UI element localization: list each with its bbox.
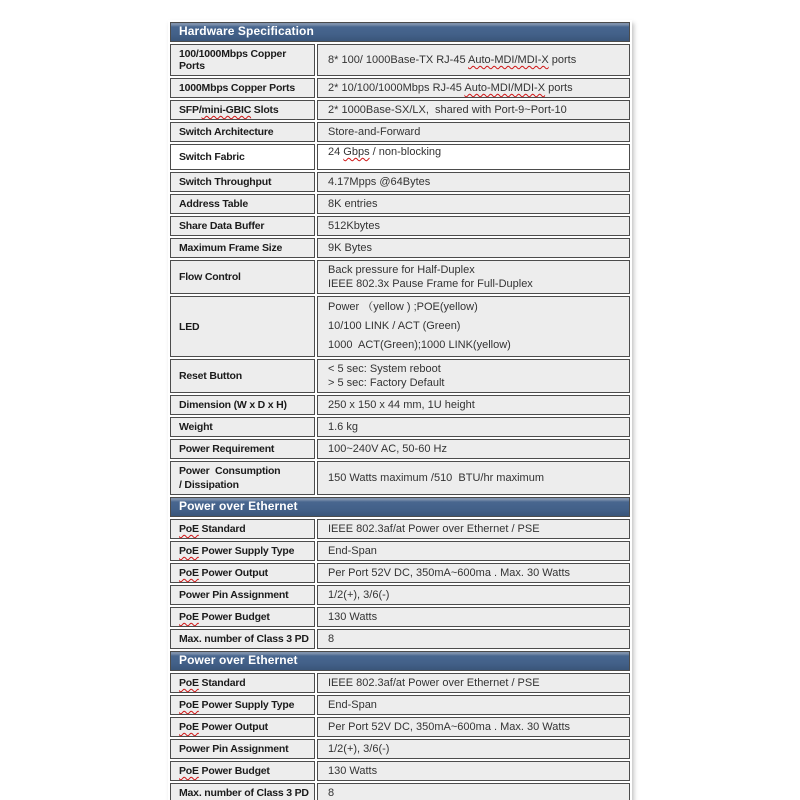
section-header-row bbox=[170, 22, 630, 42]
cell-text: 1000Mbps Copper Ports bbox=[179, 82, 295, 94]
cell-line bbox=[328, 523, 623, 535]
cell-text: 8* 100/ 1000Base-TX RJ-45 Auto-MDI/MDI-X ports bbox=[328, 54, 577, 66]
spec-label bbox=[170, 238, 315, 258]
spec-value bbox=[317, 296, 630, 357]
spec-value bbox=[317, 519, 630, 539]
spec-row bbox=[170, 585, 630, 605]
cell-text: 9K Bytes bbox=[328, 242, 373, 254]
cell-text: < 5 sec: System reboot bbox=[328, 363, 441, 375]
cell-line bbox=[328, 443, 623, 455]
section-header-1: Power over Ethernet bbox=[170, 497, 630, 517]
spec-row bbox=[170, 739, 630, 759]
cell-text: 8K entries bbox=[328, 198, 378, 210]
spec-row bbox=[170, 122, 630, 142]
cell-text: IEEE 802.3af/at Power over Ethernet / PSE bbox=[328, 677, 540, 689]
cell-text: Power Pin Assignment bbox=[179, 589, 289, 601]
cell-text: / Dissipation bbox=[179, 479, 239, 491]
cell-line bbox=[328, 633, 623, 645]
section-header-row bbox=[170, 497, 630, 517]
cell-line bbox=[328, 611, 623, 623]
spec-value bbox=[317, 563, 630, 583]
spec-row bbox=[170, 172, 630, 192]
spellcheck-underlined-text: Auto-MDI/MDI-X bbox=[468, 54, 549, 66]
spec-row bbox=[170, 359, 630, 393]
spec-label bbox=[170, 44, 315, 76]
cell-text: 2* 1000Base-SX/LX, shared with Port-9~Port-10 bbox=[328, 104, 567, 116]
spec-label bbox=[170, 673, 315, 693]
cell-text: PoE Power Supply Type bbox=[179, 545, 295, 557]
section-header-0: Hardware Specification bbox=[170, 22, 630, 42]
cell-text: Power （yellow ) ;POE(yellow) bbox=[328, 301, 478, 313]
cell-text: Reset Button bbox=[179, 370, 242, 382]
cell-line bbox=[328, 298, 623, 317]
spec-label bbox=[170, 519, 315, 539]
spec-label bbox=[170, 296, 315, 357]
cell-line bbox=[328, 677, 623, 689]
cell-line bbox=[179, 478, 310, 492]
cell-line bbox=[328, 263, 623, 277]
cell-text: 150 Watts maximum /510 BTU/hr maximum bbox=[328, 472, 544, 484]
cell-text: IEEE 802.3af/at Power over Ethernet / PSE bbox=[328, 523, 540, 535]
spec-table-container bbox=[168, 20, 632, 800]
spellcheck-underlined-text: PoE bbox=[179, 611, 199, 623]
spec-row bbox=[170, 461, 630, 495]
cell-line bbox=[328, 54, 623, 66]
spec-label bbox=[170, 100, 315, 120]
spec-label bbox=[170, 194, 315, 214]
spec-row bbox=[170, 100, 630, 120]
spec-label bbox=[170, 739, 315, 759]
spec-row bbox=[170, 439, 630, 459]
cell-line bbox=[328, 399, 623, 411]
cell-text: 4.17Mpps @64Bytes bbox=[328, 176, 431, 188]
cell-text: PoE Standard bbox=[179, 677, 246, 689]
cell-text: Switch Throughput bbox=[179, 176, 272, 188]
cell-text: Store-and-Forward bbox=[328, 126, 421, 138]
spec-value bbox=[317, 216, 630, 236]
cell-text: PoE Power Budget bbox=[179, 611, 270, 623]
spec-label bbox=[170, 216, 315, 236]
cell-line bbox=[328, 126, 623, 138]
cell-text: Switch Architecture bbox=[179, 126, 274, 138]
spec-row bbox=[170, 607, 630, 627]
spec-table bbox=[168, 20, 632, 800]
cell-text: 8 bbox=[328, 787, 335, 799]
cell-text: Power Consumption bbox=[179, 465, 281, 477]
cell-text: 8 bbox=[328, 633, 335, 645]
spellcheck-underlined-text: Gbps bbox=[343, 146, 370, 158]
spec-value bbox=[317, 461, 630, 495]
spec-value bbox=[317, 739, 630, 759]
spec-value bbox=[317, 172, 630, 192]
cell-text: 512Kbytes bbox=[328, 220, 380, 232]
spec-label bbox=[170, 717, 315, 737]
cell-line bbox=[328, 176, 623, 188]
spec-label bbox=[170, 761, 315, 781]
cell-line bbox=[328, 721, 623, 733]
spec-row bbox=[170, 519, 630, 539]
cell-line bbox=[328, 545, 623, 557]
spec-value bbox=[317, 717, 630, 737]
spec-row bbox=[170, 238, 630, 258]
cell-text: 100/1000Mbps Copper Ports bbox=[179, 48, 289, 72]
cell-text: PoE Power Supply Type bbox=[179, 699, 295, 711]
cell-text: Back pressure for Half-Duplex bbox=[328, 264, 475, 276]
spec-table-body bbox=[170, 22, 630, 800]
spec-value bbox=[317, 585, 630, 605]
spec-value bbox=[317, 395, 630, 415]
spec-label bbox=[170, 172, 315, 192]
cell-line bbox=[328, 421, 623, 433]
spec-row bbox=[170, 761, 630, 781]
cell-text: SFP/mini-GBIC Slots bbox=[179, 104, 279, 116]
cell-text: Weight bbox=[179, 421, 213, 433]
spec-label bbox=[170, 439, 315, 459]
spec-value bbox=[317, 417, 630, 437]
cell-text: Flow Control bbox=[179, 271, 241, 283]
spec-label bbox=[170, 395, 315, 415]
spellcheck-underlined-text: PoE bbox=[179, 721, 199, 733]
spellcheck-underlined-text: PoE bbox=[179, 765, 199, 777]
cell-text: 130 Watts bbox=[328, 765, 378, 777]
spec-row bbox=[170, 695, 630, 715]
cell-text: 250 x 150 x 44 mm, 1U height bbox=[328, 399, 475, 411]
spec-value bbox=[317, 673, 630, 693]
cell-line bbox=[328, 765, 623, 777]
cell-text: 1.6 kg bbox=[328, 421, 358, 433]
spellcheck-underlined-text: PoE bbox=[179, 545, 199, 557]
spellcheck-underlined-text: PoE bbox=[179, 567, 199, 579]
cell-text: 2* 10/100/1000Mbps RJ-45 Auto-MDI/MDI-X ports bbox=[328, 82, 573, 94]
spec-label bbox=[170, 144, 315, 170]
cell-line bbox=[328, 104, 623, 116]
cell-text: Share Data Buffer bbox=[179, 220, 265, 232]
spec-label bbox=[170, 122, 315, 142]
cell-text: IEEE 802.3x Pause Frame for Full-Duplex bbox=[328, 278, 533, 290]
cell-line bbox=[328, 362, 623, 376]
spec-row bbox=[170, 216, 630, 236]
cell-line bbox=[328, 198, 623, 210]
spec-value bbox=[317, 783, 630, 800]
cell-text: Dimension (W x D x H) bbox=[179, 399, 287, 411]
cell-line bbox=[328, 220, 623, 232]
cell-text: PoE Power Output bbox=[179, 721, 268, 733]
cell-line bbox=[328, 145, 623, 159]
spec-row bbox=[170, 417, 630, 437]
cell-text: End-Span bbox=[328, 699, 377, 711]
spec-row bbox=[170, 260, 630, 294]
spec-label bbox=[170, 783, 315, 800]
spec-label bbox=[170, 417, 315, 437]
spec-row bbox=[170, 44, 630, 76]
spec-label bbox=[170, 541, 315, 561]
cell-line bbox=[328, 82, 623, 94]
spec-label bbox=[170, 78, 315, 98]
cell-text: 100~240V AC, 50-60 Hz bbox=[328, 443, 447, 455]
spec-value bbox=[317, 100, 630, 120]
spec-row bbox=[170, 395, 630, 415]
spec-row bbox=[170, 541, 630, 561]
cell-text: PoE Standard bbox=[179, 523, 246, 535]
spellcheck-underlined-text: Auto-MDI/MDI-X bbox=[464, 82, 546, 94]
spec-row bbox=[170, 717, 630, 737]
cell-text: 1000 ACT(Green);1000 LINK(yellow) bbox=[328, 339, 511, 351]
cell-text: End-Span bbox=[328, 545, 377, 557]
spellcheck-underlined-text: PoE bbox=[179, 699, 199, 711]
cell-line bbox=[328, 277, 623, 291]
cell-text: 1/2(+), 3/6(-) bbox=[328, 743, 390, 755]
cell-text: 1/2(+), 3/6(-) bbox=[328, 589, 390, 601]
cell-text: > 5 sec: Factory Default bbox=[328, 377, 445, 389]
cell-text: Power Pin Assignment bbox=[179, 743, 289, 755]
spec-row bbox=[170, 144, 630, 170]
cell-text: Address Table bbox=[179, 198, 248, 210]
spec-label bbox=[170, 629, 315, 649]
cell-text: Per Port 52V DC, 350mA~600ma . Max. 30 Watts bbox=[328, 721, 570, 733]
cell-line bbox=[328, 567, 623, 579]
section-header-2: Power over Ethernet bbox=[170, 651, 630, 671]
spec-value bbox=[317, 144, 630, 170]
cell-line bbox=[179, 464, 310, 478]
spec-value bbox=[317, 629, 630, 649]
cell-text: Per Port 52V DC, 350mA~600ma . Max. 30 Watts bbox=[328, 567, 570, 579]
cell-text: LED bbox=[179, 320, 200, 333]
cell-line bbox=[328, 743, 623, 755]
spec-value bbox=[317, 761, 630, 781]
spec-value bbox=[317, 44, 630, 76]
cell-text: 10/100 LINK / ACT (Green) bbox=[328, 320, 461, 332]
cell-text: Switch Fabric bbox=[179, 151, 245, 163]
spec-label bbox=[170, 260, 315, 294]
spec-label bbox=[170, 563, 315, 583]
spec-value bbox=[317, 238, 630, 258]
spec-row bbox=[170, 629, 630, 649]
cell-line bbox=[328, 376, 623, 390]
cell-line bbox=[328, 699, 623, 711]
cell-line bbox=[328, 589, 623, 601]
cell-text: PoE Power Output bbox=[179, 567, 268, 579]
spec-label bbox=[170, 359, 315, 393]
spec-row bbox=[170, 563, 630, 583]
cell-line bbox=[328, 242, 623, 254]
cell-text: 130 Watts bbox=[328, 611, 378, 623]
spec-value bbox=[317, 78, 630, 98]
section-header-row bbox=[170, 651, 630, 671]
spec-label bbox=[170, 585, 315, 605]
cell-line bbox=[328, 787, 623, 799]
spec-value bbox=[317, 439, 630, 459]
spec-value bbox=[317, 695, 630, 715]
spec-row bbox=[170, 673, 630, 693]
spec-row bbox=[170, 783, 630, 800]
cell-text: PoE Power Budget bbox=[179, 765, 270, 777]
spec-label bbox=[170, 695, 315, 715]
spellcheck-underlined-text: mini-GBIC bbox=[201, 104, 252, 116]
spec-value bbox=[317, 607, 630, 627]
cell-text: Max. number of Class 3 PD bbox=[179, 633, 309, 645]
spellcheck-underlined-text: PoE bbox=[179, 677, 199, 689]
cell-text: Maximum Frame Size bbox=[179, 242, 283, 254]
spec-label bbox=[170, 607, 315, 627]
spec-value bbox=[317, 122, 630, 142]
spec-value bbox=[317, 194, 630, 214]
spec-value bbox=[317, 541, 630, 561]
spec-row bbox=[170, 296, 630, 357]
spec-value bbox=[317, 260, 630, 294]
cell-text: Power Requirement bbox=[179, 443, 275, 455]
spec-value bbox=[317, 359, 630, 393]
spec-row bbox=[170, 194, 630, 214]
cell-text: Max. number of Class 3 PD bbox=[179, 787, 309, 799]
spec-row bbox=[170, 78, 630, 98]
spellcheck-underlined-text: PoE bbox=[179, 523, 199, 535]
cell-text: 24 Gbps / non-blocking bbox=[328, 146, 442, 158]
cell-line bbox=[328, 317, 623, 336]
cell-line bbox=[328, 336, 623, 355]
cell-line bbox=[328, 471, 623, 485]
spec-label bbox=[170, 461, 315, 495]
